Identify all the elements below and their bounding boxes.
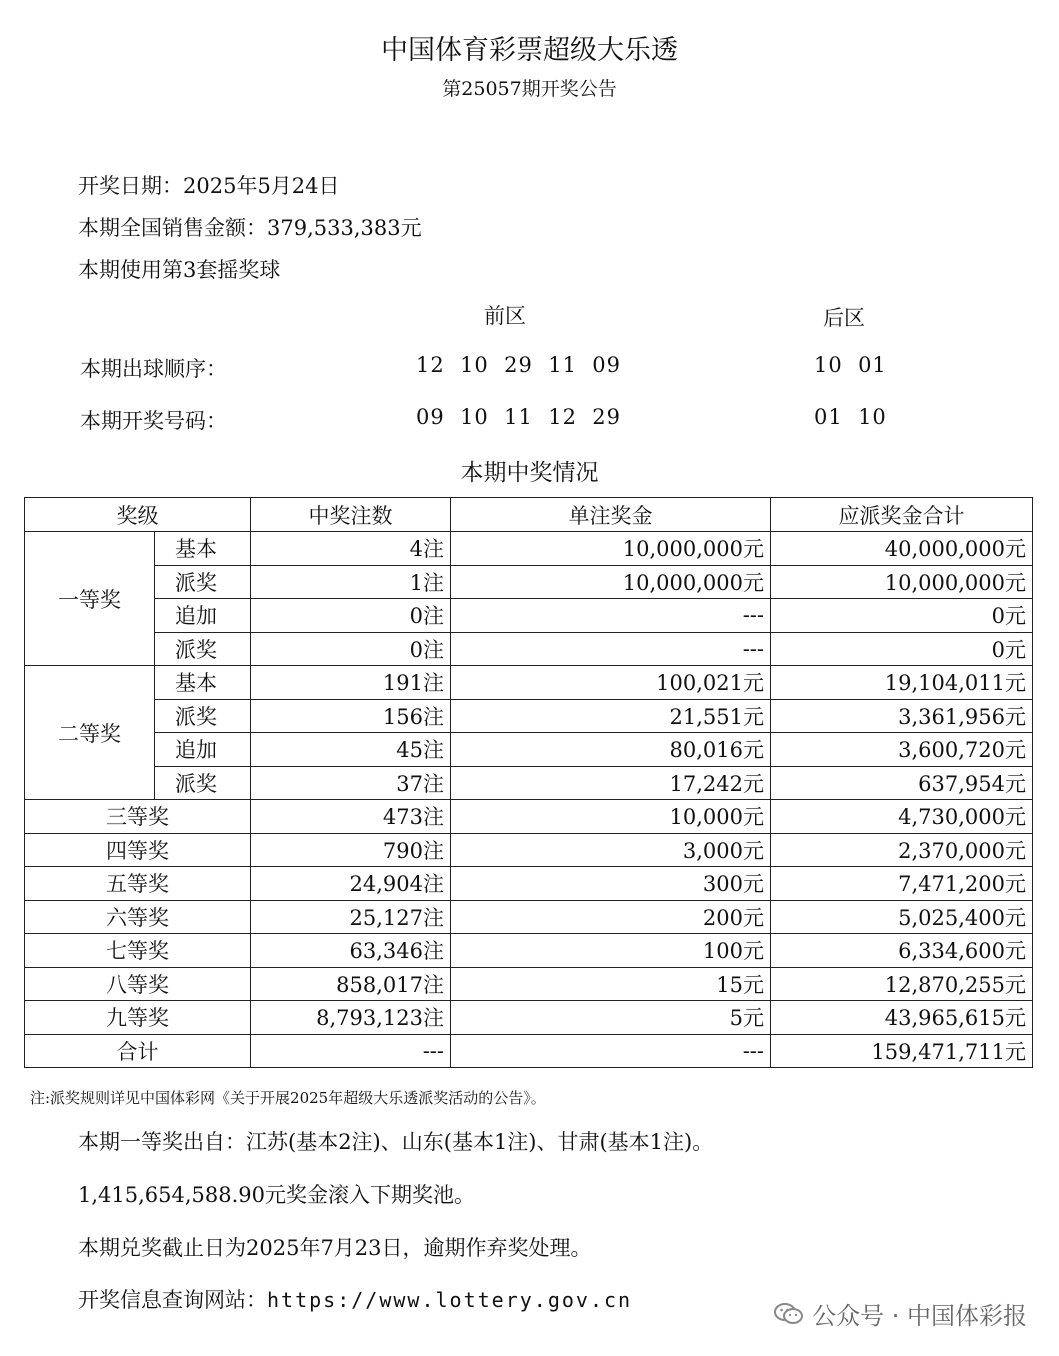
total-prize: 3,600,720元 — [771, 733, 1033, 767]
table-row — [25, 934, 1033, 968]
footnote: 注:派奖规则详见中国体彩网《关于开展2025年超级大乐透派奖活动的公告》。 — [30, 1089, 546, 1107]
order-back-numbers: 10 01 — [814, 353, 887, 377]
sub-level: 派奖 — [155, 632, 251, 666]
total-prize: 6,334,600元 — [771, 934, 1033, 968]
total-prize: 0元 — [771, 599, 1033, 633]
total-prize: 7,471,200元 — [771, 867, 1033, 901]
win-count: 25,127注 — [251, 900, 451, 934]
unit-prize: 21,551元 — [451, 699, 771, 733]
sum-total: 159,471,711元 — [771, 1034, 1033, 1068]
unit-prize: 80,016元 — [451, 733, 771, 767]
total-prize: 43,965,615元 — [771, 1001, 1033, 1035]
website-line — [78, 1284, 632, 1314]
order-label: 本期出球顺序： — [80, 357, 227, 381]
total-prize: 637,954元 — [771, 766, 1033, 800]
prize-level: 六等奖 — [25, 900, 251, 934]
page-title: 中国体育彩票超级大乐透 — [381, 35, 678, 66]
watermark — [774, 1296, 1027, 1331]
win-count: 0注 — [251, 599, 451, 633]
result-label: 本期开奖号码： — [80, 409, 227, 433]
unit-prize: --- — [451, 599, 771, 633]
unit-prize: 200元 — [451, 900, 771, 934]
total-prize: 3,361,956元 — [771, 699, 1033, 733]
prize-level: 五等奖 — [25, 867, 251, 901]
total-prize: 2,370,000元 — [771, 833, 1033, 867]
sub-level: 基本 — [155, 666, 251, 700]
prize-level: 三等奖 — [25, 800, 251, 834]
unit-prize: 17,242元 — [451, 766, 771, 800]
sub-level: 基本 — [155, 532, 251, 566]
win-count: 8,793,123注 — [251, 1001, 451, 1035]
ball-set: 本期使用第3套摇奖球 — [78, 258, 281, 282]
prize-section-title: 本期中奖情况 — [460, 460, 599, 486]
total-prize: 0元 — [771, 632, 1033, 666]
unit-prize: 15元 — [451, 967, 771, 1001]
win-count: 0注 — [251, 632, 451, 666]
table-row — [25, 867, 1033, 901]
table-row — [25, 1001, 1033, 1035]
total-prize: 10,000,000元 — [771, 565, 1033, 599]
table-row — [25, 699, 1033, 733]
win-count: 473注 — [251, 800, 451, 834]
result-front-numbers: 09 10 11 12 29 — [416, 405, 622, 429]
win-count: 63,346注 — [251, 934, 451, 968]
unit-prize: 300元 — [451, 867, 771, 901]
sum-unit: --- — [451, 1034, 771, 1068]
sub-level: 追加 — [155, 599, 251, 633]
back-zone-label: 后区 — [823, 306, 865, 330]
total-prize: 19,104,011元 — [771, 666, 1033, 700]
win-count: 858,017注 — [251, 967, 451, 1001]
deadline-text: 本期兑奖截止日为2025年7月23日，逾期作弃奖处理。 — [78, 1236, 592, 1260]
website-link[interactable]: https://www.lottery.gov.cn — [267, 1288, 633, 1312]
total-prize: 5,025,400元 — [771, 900, 1033, 934]
website-label: 开奖信息查询网站： — [78, 1288, 267, 1312]
sub-level: 派奖 — [155, 766, 251, 800]
win-count: 24,904注 — [251, 867, 451, 901]
sub-level: 派奖 — [155, 699, 251, 733]
wechat-icon — [774, 1302, 804, 1326]
second-prize-label: 二等奖 — [25, 666, 155, 800]
unit-prize: 5元 — [451, 1001, 771, 1035]
table-row — [25, 565, 1033, 599]
table-row — [25, 599, 1033, 633]
win-count: 45注 — [251, 733, 451, 767]
draw-date: 开奖日期：2025年5月24日 — [78, 174, 340, 198]
result-back-numbers: 01 10 — [814, 405, 887, 429]
prize-level: 四等奖 — [25, 833, 251, 867]
front-zone-label: 前区 — [484, 304, 526, 328]
table-row — [25, 900, 1033, 934]
issue-subtitle: 第25057期开奖公告 — [442, 78, 617, 100]
win-count: 4注 — [251, 532, 451, 566]
unit-prize: 100元 — [451, 934, 771, 968]
table-row — [25, 632, 1033, 666]
rollover-text: 1,415,654,588.90元奖金滚入下期奖池。 — [78, 1183, 476, 1207]
table-row — [25, 800, 1033, 834]
table-row — [25, 766, 1033, 800]
table-row — [25, 733, 1033, 767]
table-row — [25, 532, 1033, 566]
sum-count: --- — [251, 1034, 451, 1068]
prize-level: 七等奖 — [25, 934, 251, 968]
sub-level: 派奖 — [155, 565, 251, 599]
total-prize: 40,000,000元 — [771, 532, 1033, 566]
unit-prize: 10,000,000元 — [451, 565, 771, 599]
win-count: 790注 — [251, 833, 451, 867]
header-unit-prize: 单注奖金 — [451, 498, 771, 532]
prize-level: 八等奖 — [25, 967, 251, 1001]
watermark-text: 公众号 · 中国体彩报 — [812, 1302, 1027, 1330]
unit-prize: 3,000元 — [451, 833, 771, 867]
header-total-prize: 应派奖金合计 — [771, 498, 1033, 532]
order-front-numbers: 12 10 29 11 09 — [416, 353, 622, 377]
header-level: 奖级 — [25, 498, 251, 532]
total-prize: 4,730,000元 — [771, 800, 1033, 834]
table-sum-row — [25, 1034, 1033, 1068]
unit-prize: 100,021元 — [451, 666, 771, 700]
win-count: 37注 — [251, 766, 451, 800]
unit-prize: 10,000元 — [451, 800, 771, 834]
win-count: 156注 — [251, 699, 451, 733]
table-row — [25, 967, 1033, 1001]
sales-amount: 本期全国销售金额：379,533,383元 — [78, 216, 422, 240]
header-count: 中奖注数 — [251, 498, 451, 532]
table-row — [25, 666, 1033, 700]
prize-table — [24, 497, 1033, 1068]
table-header-row — [25, 498, 1033, 532]
sub-level: 追加 — [155, 733, 251, 767]
unit-prize: --- — [451, 632, 771, 666]
win-count: 1注 — [251, 565, 451, 599]
total-prize: 12,870,255元 — [771, 967, 1033, 1001]
first-prize-origin: 本期一等奖出自：江苏(基本2注)、山东(基本1注)、甘肃(基本1注)。 — [78, 1130, 714, 1154]
prize-level: 九等奖 — [25, 1001, 251, 1035]
table-row — [25, 833, 1033, 867]
first-prize-label: 一等奖 — [25, 532, 155, 666]
sum-label: 合计 — [25, 1034, 251, 1068]
win-count: 191注 — [251, 666, 451, 700]
unit-prize: 10,000,000元 — [451, 532, 771, 566]
